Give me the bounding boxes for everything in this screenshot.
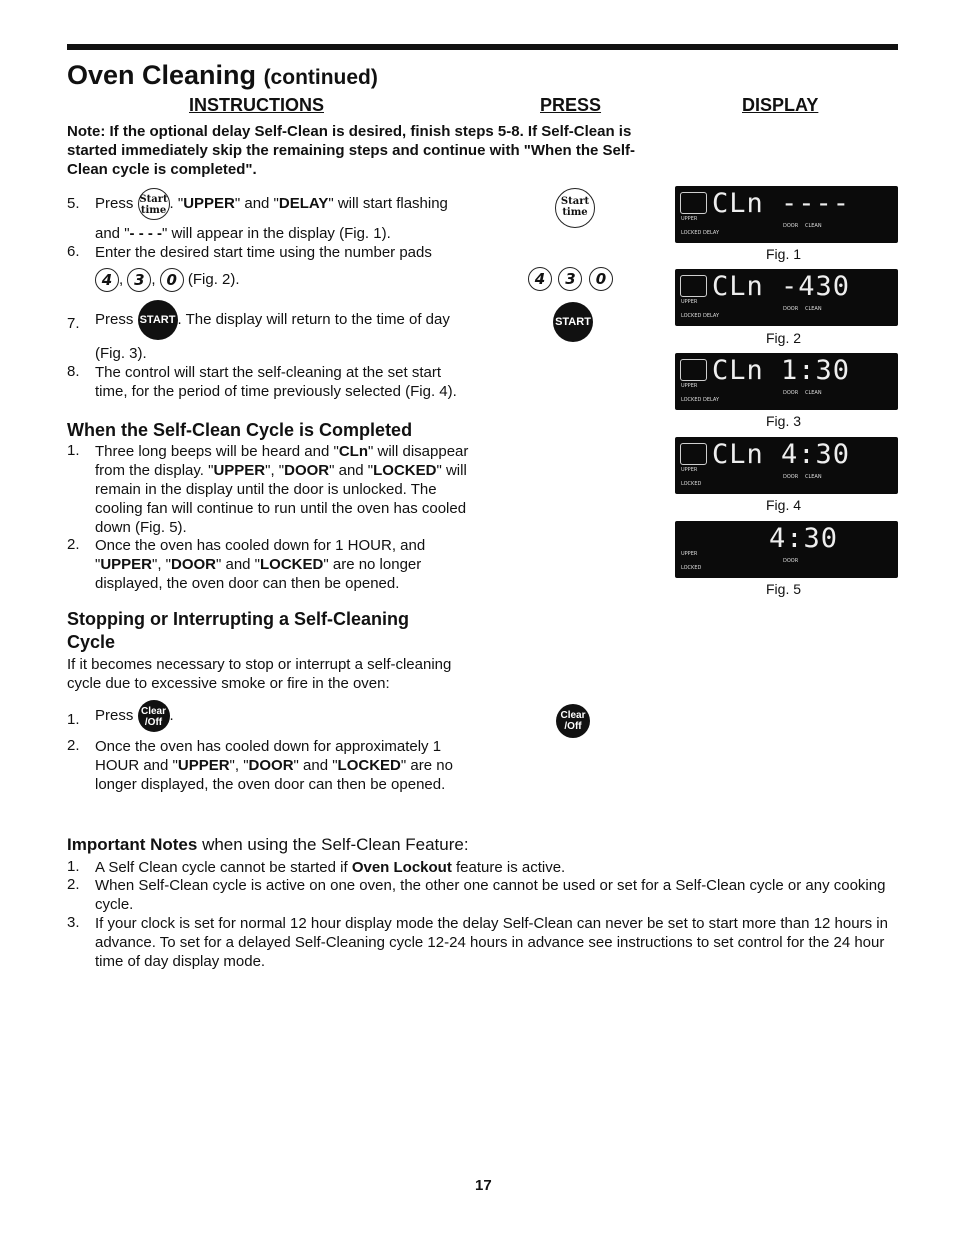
upper-label: UPPER — [681, 467, 698, 473]
page-number: 17 — [475, 1177, 492, 1194]
stopping-2-text: Once the oven has cooled down for approximately 1 HOUR and "UPPER", "DOOR" and "LOCKED" are no longer displayed, the oven door can then be opened. — [95, 738, 453, 793]
note-2-text: When Self-Clean cycle is active on one oven, the other one cannot be used or set for a Self-Clean cycle or any cooking cycle. — [95, 877, 886, 913]
indicator-box — [680, 443, 707, 465]
clean-label: CLEAN — [805, 474, 822, 480]
fig-5-caption: Fig. 5 — [766, 581, 802, 597]
locked-label: LOCKED — [681, 565, 702, 571]
step-6-number-pads: 4 , 3 , 0 (Fig. 2). — [95, 268, 240, 292]
completed-2-number: 2. — [67, 536, 80, 553]
display-readout: 4:30 — [769, 523, 839, 554]
display-panel-fig1 — [675, 186, 898, 243]
stopping-1: Press Clear /Off . — [95, 700, 174, 732]
top-rule — [67, 44, 898, 50]
display-column-heading: DISPLAY — [742, 95, 819, 115]
clear-off-button[interactable]: Clear /Off — [556, 704, 590, 738]
upper-label: UPPER — [681, 383, 698, 389]
locked-label: LOCKED — [681, 481, 702, 487]
start-button[interactable]: START — [553, 302, 593, 342]
display-panel-fig2 — [675, 269, 898, 326]
note-3-number: 3. — [67, 914, 80, 931]
delay-label: DELAY — [703, 397, 719, 403]
clean-label: CLEAN — [805, 390, 822, 396]
locked-label: LOCKED — [681, 397, 702, 403]
step-7-continued: (Fig. 3). — [95, 345, 147, 362]
start-icon: START — [138, 300, 178, 340]
page-title: Oven Cleaning (continued) — [67, 60, 378, 90]
display-panel-fig4 — [675, 437, 898, 494]
door-label: DOOR — [783, 306, 799, 312]
step-8-text: The control will start the self-cleaning at the set start time, for the period of time previously selected (Fig. 4). — [95, 364, 457, 400]
delay-note: Note: If the optional delay Self-Clean is desired, finish steps 5-8. If Self-Clean is started immediately skip the remaining steps and continue with "When the Self-Clean cycle is completed". — [67, 123, 636, 178]
display-panel-fig3 — [675, 353, 898, 410]
step-6-number: 6. — [67, 243, 80, 260]
note-1-text: A Self Clean cycle cannot be started if Oven Lockout feature is active. — [95, 859, 566, 876]
door-label: DOOR — [783, 390, 799, 396]
number-4-icon: 4 — [95, 268, 119, 292]
fig-3-caption: Fig. 3 — [766, 413, 802, 429]
step-7-number: 7. — [67, 315, 80, 332]
number-3-button[interactable]: 3 — [558, 267, 582, 291]
locked-label: LOCKED — [681, 230, 702, 236]
indicator-box — [680, 192, 707, 214]
step-8-number: 8. — [67, 363, 80, 380]
completed-2-text: Once the oven has cooled down for 1 HOUR, and "UPPER", "DOOR" and "LOCKED" are no longer displayed, the oven door can then be opened. — [95, 537, 426, 592]
door-label: DOOR — [783, 474, 799, 480]
display-readout: CLn -430 — [712, 271, 851, 302]
stopping-heading: Stopping or Interrupting a Self-Cleaning Cycle — [67, 609, 409, 652]
start-time-button[interactable]: Start time — [555, 188, 595, 228]
door-label: DOOR — [783, 558, 799, 564]
fig-1-caption: Fig. 1 — [766, 246, 802, 262]
door-label: DOOR — [783, 223, 799, 229]
number-0-icon: 0 — [160, 268, 184, 292]
step-5: Press Start time . "UPPER" and "DELAY" will start flashing — [95, 188, 475, 220]
fig-2-caption: Fig. 2 — [766, 330, 802, 346]
number-3-icon: 3 — [127, 268, 151, 292]
stopping-intro: If it becomes necessary to stop or interrupt a self-cleaning cycle due to excessive smoke or fire in the oven: — [67, 656, 452, 692]
step-5-continued: and "- - - -" will appear in the display (Fig. 1). — [95, 225, 391, 242]
step-7: Press START . The display will return to the time of day — [95, 300, 485, 340]
upper-label: UPPER — [681, 299, 698, 305]
number-4-button[interactable]: 4 — [528, 267, 552, 291]
upper-label: UPPER — [681, 551, 698, 557]
completed-1-number: 1. — [67, 442, 80, 459]
locked-label: LOCKED — [681, 313, 702, 319]
completed-1-text: Three long beeps will be heard and "CLn" will disappear from the display. "UPPER", "DOOR" and "LOCKED" will remain in the display until the door is unlocked. The cooling fan will continue to run until the oven has cooled down (Fig. 5). — [95, 443, 469, 536]
clean-label: CLEAN — [805, 306, 822, 312]
number-0-button[interactable]: 0 — [589, 267, 613, 291]
completed-heading: When the Self-Clean Cycle is Completed — [67, 420, 413, 440]
start-time-icon: Start time — [138, 188, 170, 220]
fig-4-caption: Fig. 4 — [766, 497, 802, 513]
number-pads-press — [528, 267, 613, 291]
step-6-text: Enter the desired start time using the number pads — [95, 244, 432, 261]
stopping-2-number: 2. — [67, 737, 80, 754]
display-readout: CLn ---- — [712, 188, 851, 219]
clean-label: CLEAN — [805, 223, 822, 229]
upper-label: UPPER — [681, 216, 698, 222]
delay-label: DELAY — [703, 313, 719, 319]
instructions-column-heading: INSTRUCTIONS — [189, 95, 324, 115]
note-2-number: 2. — [67, 876, 80, 893]
clear-off-icon: Clear /Off — [138, 700, 170, 732]
indicator-box — [680, 275, 707, 297]
note-3-text: If your clock is set for normal 12 hour display mode the delay Self-Clean can never be set to start more than 12 hours in advance. To set for a delayed Self-Cleaning cycle 12-24 hours in advance see instructions to set control for the 24 hour time of day display mode. — [95, 915, 888, 970]
delay-label: DELAY — [703, 230, 719, 236]
important-notes-heading: Important Notes when using the Self-Clean Feature: — [67, 835, 469, 854]
display-readout: CLn 4:30 — [712, 439, 851, 470]
indicator-box — [680, 359, 707, 381]
display-panel-fig5 — [675, 521, 898, 578]
note-1-number: 1. — [67, 858, 80, 875]
press-column-heading: PRESS — [540, 95, 602, 115]
display-readout: CLn 1:30 — [712, 355, 851, 386]
stopping-1-number: 1. — [67, 711, 80, 728]
step-5-number: 5. — [67, 195, 80, 212]
